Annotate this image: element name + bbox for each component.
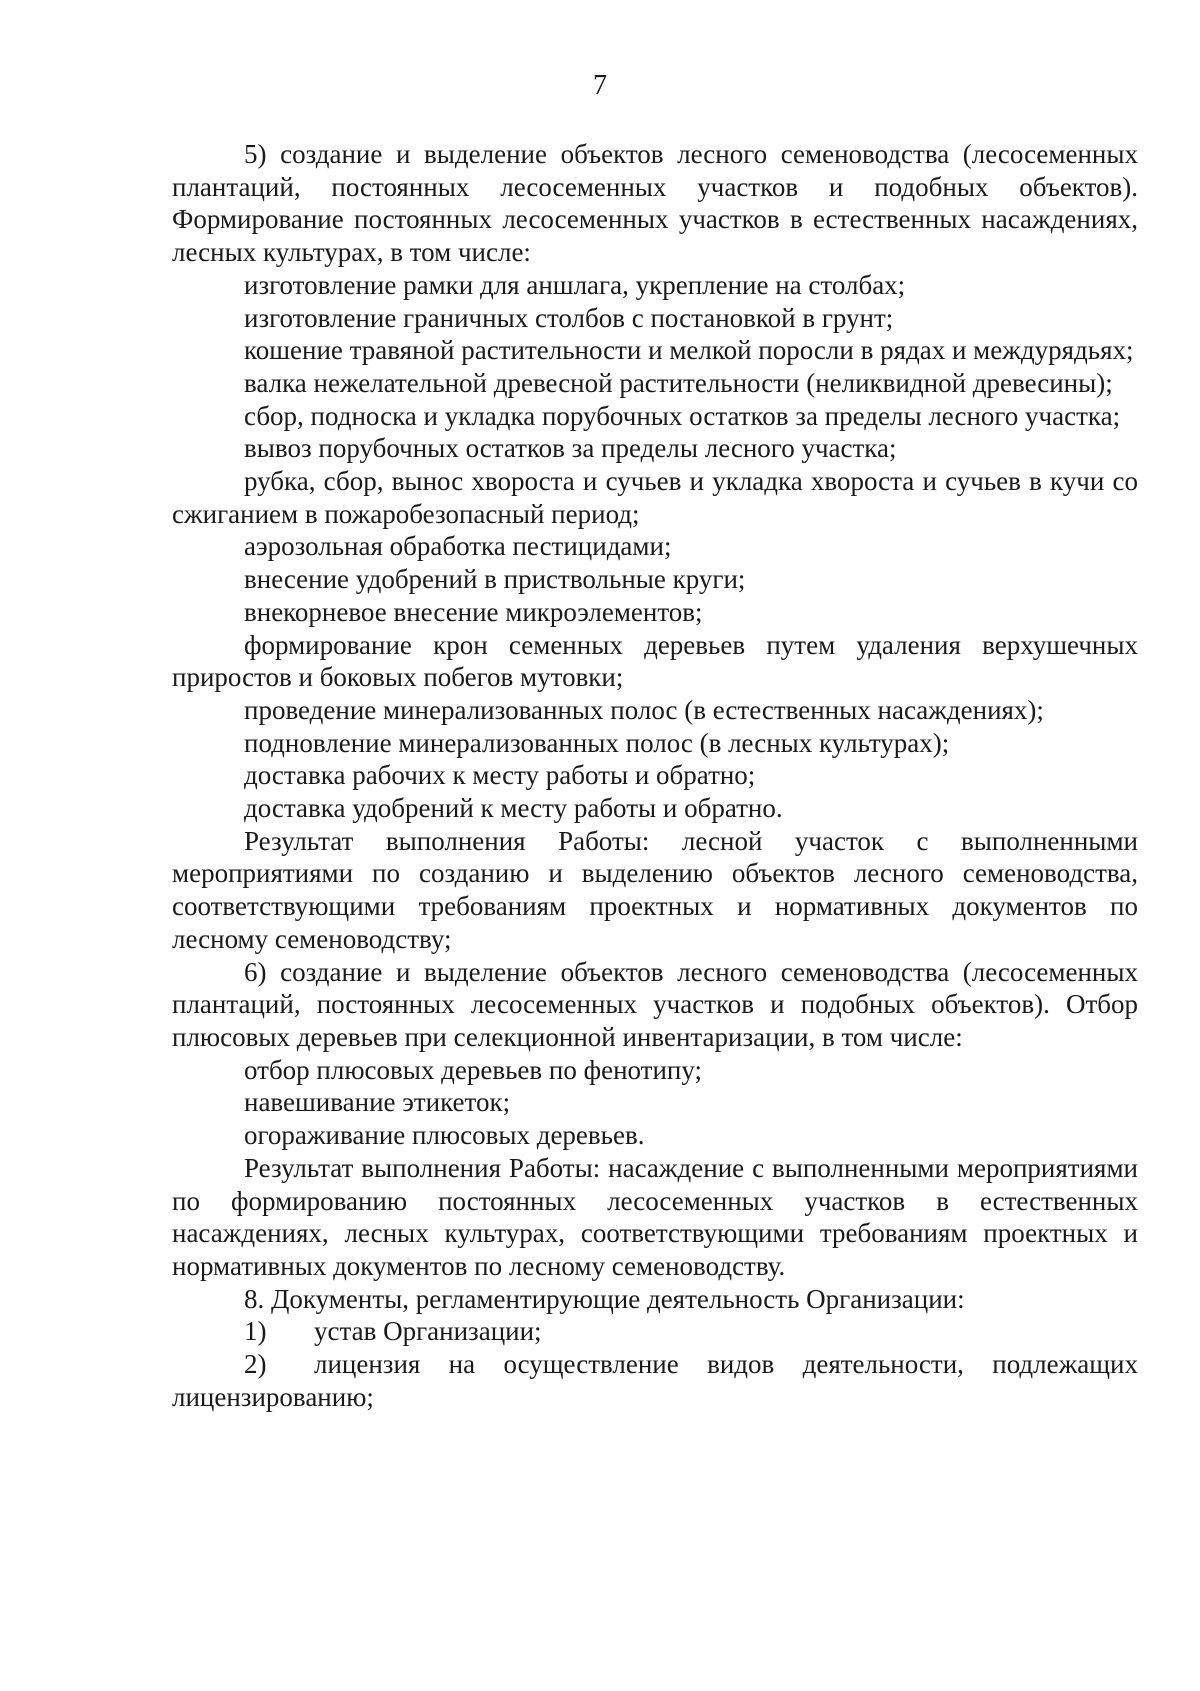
list-item-text: устав Организации; [314,1316,542,1347]
paragraph-sub-item: отбор плюсовых деревьев по фенотипу; [244,1054,703,1085]
list-item-text: лицензия на осуществление видов деятельности, подлежащих лицензированию; [172,1349,1138,1412]
document-body [172,138,1138,1413]
paragraph-item-5: 5) создание и выделение объектов лесного семеноводства (лесосеменных плантаций, постоянных лесосеменных участков и подобных объектов). Формирование постоянных лесосеменных участков в естественных насаждениях, лесных культурах, в том числе: [172,139,1138,268]
paragraph-item-6: 6) создание и выделение объектов лесного семеноводства (лесосеменных плантаций, постоянных лесосеменных участков и подобных объектов). Отбор плюсовых деревьев при селекционной инвентаризации, в том числе: [172,956,1138,1052]
document-list-item [172,1315,1138,1348]
paragraph-sub-item: внекорневое внесение микроэлементов; [244,596,703,627]
paragraph-sub-item: доставка рабочих к месту работы и обратно; [244,760,756,791]
paragraph-sub-item: навешивание этикеток; [244,1087,511,1118]
paragraph-sub-item: формирование крон семенных деревьев путем удаления верхушечных приростов и боковых побегов мутовки; [172,629,1138,693]
section-heading-8: 8. Документы, регламентирующие деятельность Организации: [244,1283,965,1314]
paragraph-result: Результат выполнения Работы: насаждение с выполненными мероприятиями по формированию постоянных лесосеменных участков в естественных насаждениях, лесных культурах, соответствующими требованиям проектных и нормативных документов по лесному семеноводству. [172,1152,1138,1281]
paragraph-sub-item: подновление минерализованных полос (в лесных культурах); [244,727,950,758]
paragraph-sub-item: доставка удобрений к месту работы и обратно. [244,793,783,824]
paragraph-sub-item: внесение удобрений в приствольные круги; [244,564,746,595]
paragraph-sub-item: вывоз порубочных остатков за пределы лесного участка; [244,433,897,464]
page-number: 7 [593,70,607,101]
paragraph-sub-item: сбор, подноска и укладка порубочных остатков за пределы лесного участка; [244,400,1121,431]
paragraph-sub-item: изготовление граничных столбов с постановкой в грунт; [244,302,894,333]
list-item-number: 1) [244,1316,267,1347]
paragraph-sub-item: изготовление рамки для аншлага, укрепление на столбах; [244,269,906,300]
list-item-number: 2) [244,1349,267,1380]
paragraph-result: Результат выполнения Работы: лесной участок с выполненными мероприятиями по созданию и выделению объектов лесного семеноводства, соответствующими требованиям проектных и нормативных документов по лесному семеноводству; [172,825,1138,954]
paragraph-sub-item: огораживание плюсовых деревьев. [244,1120,645,1151]
paragraph-sub-item: рубка, сбор, вынос хвороста и сучьев и укладка хвороста и сучьев в кучи со сжиганием в пожаробезопасный период; [172,466,1138,529]
paragraph-sub-item: кошение травяной растительности и мелкой поросли в рядах и междурядьях; [244,335,1134,366]
paragraph-sub-item: валка нежелательной древесной растительности (неликвидной древесины); [244,367,1113,398]
paragraph-sub-item: проведение минерализованных полос (в естественных насаждениях); [244,694,1044,725]
document-list-item [172,1348,1138,1413]
paragraph-sub-item: аэрозольная обработка пестицидами; [244,531,672,562]
